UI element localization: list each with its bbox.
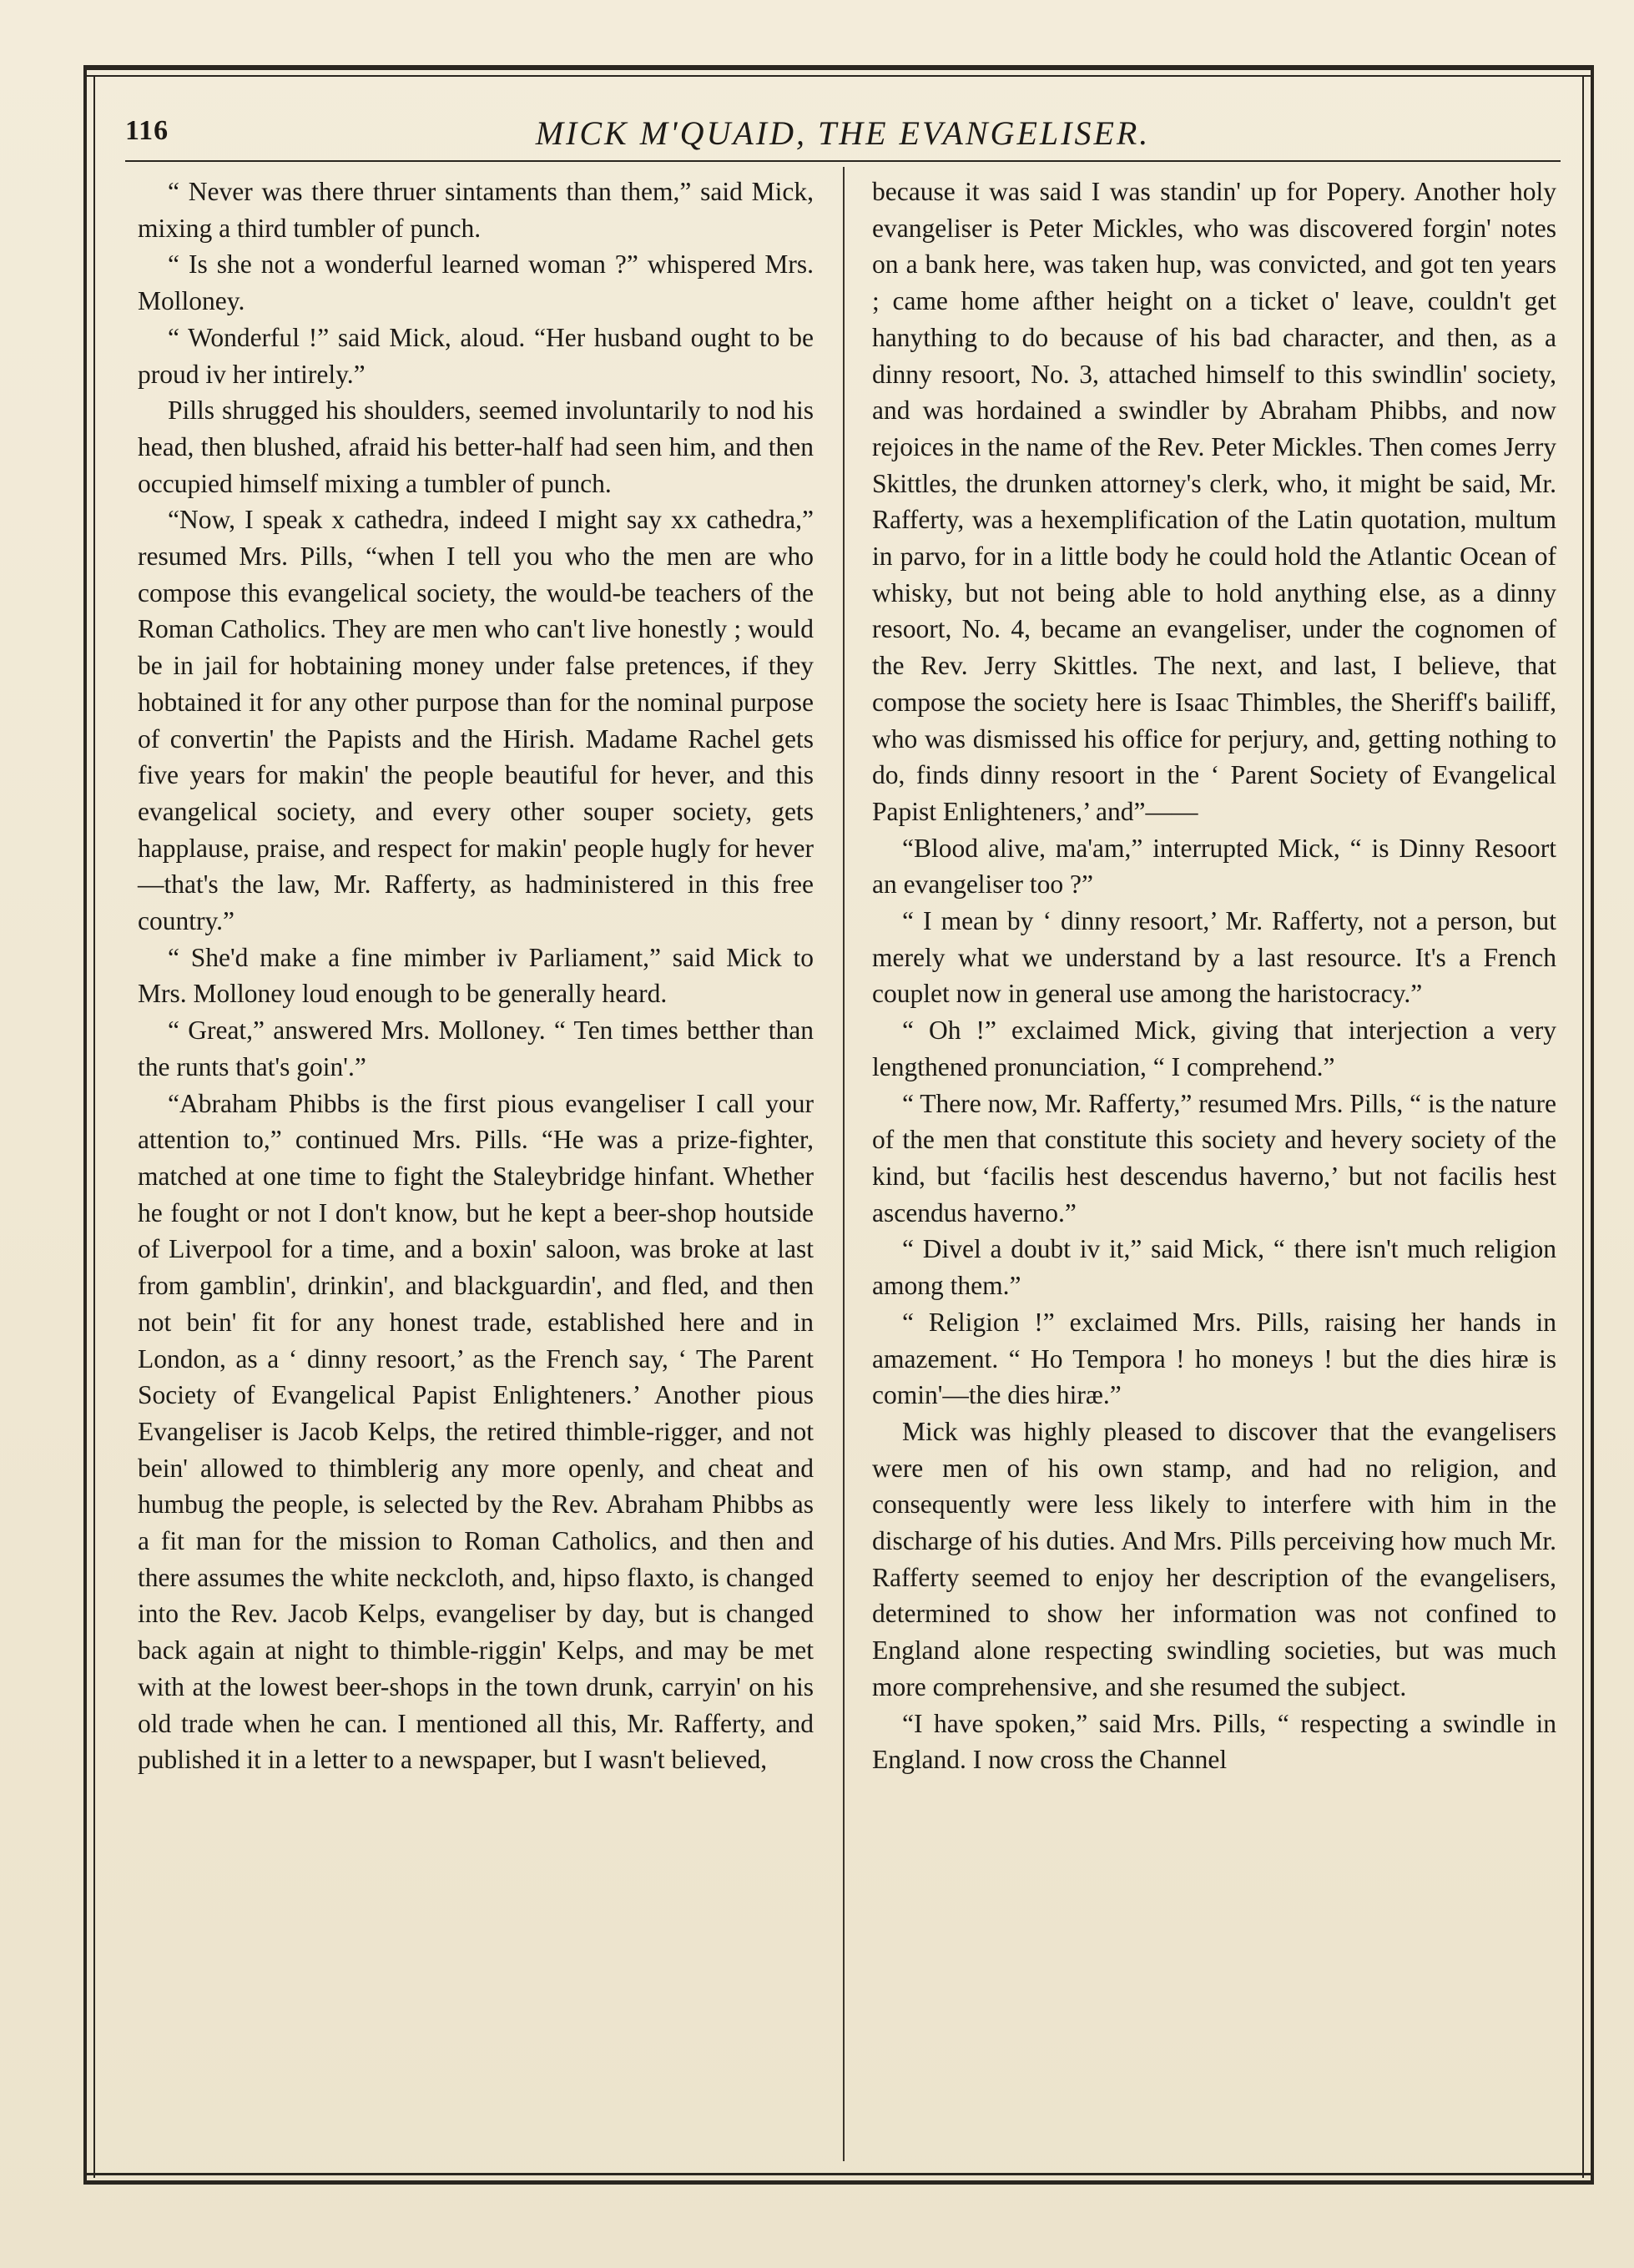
bottom-border-rule <box>83 2180 1594 2185</box>
header-rule <box>125 160 1561 162</box>
top-border-rule <box>83 65 1594 70</box>
bottom-border-rule-thin <box>83 2173 1594 2175</box>
paragraph: “ Is she not a wonderful learned woman ?” whispered Mrs. Molloney. <box>138 249 814 316</box>
page-number: 116 <box>125 115 169 146</box>
running-title: MICK M'QUAID, THE EVANGELISER. <box>535 114 1151 152</box>
left-column <box>138 174 814 1778</box>
paragraph: “ There now, Mr. Rafferty,” resumed Mrs. Pills, “ is the nature of the men that constitute this society and hevery society of the kind, but ‘facilis hest descendus haverno,’ but not facilis hest ascendus haverno.” <box>872 1088 1556 1227</box>
paragraph: “Now, I speak x cathedra, indeed I might say xx cathedra,” resumed Mrs. Pills, “when I tell you who the men are who compose this evangelical society, the would-be teachers of the Roman Catholics. They are men who can't live honestly ; would be in jail for hobtaining money under false pretences, if they hobtained it for any other purpose than for the nominal purpose of convertin' the Papists and the Hirish. Madame Rachel gets five years for makin' the people beautiful for hever, and this evangelical society, and every other souper society, gets happlause, praise, and respect for makin' people hugly for hever—that's the law, Mr. Rafferty, as hadministered in this free country.” <box>138 505 814 936</box>
top-border-rule-thin <box>83 75 1594 77</box>
paragraph: “ Wonderful !” said Mick, aloud. “Her husband ought to be proud iv her intirely.” <box>138 322 814 389</box>
paragraph: Pills shrugged his shoulders, seemed involuntarily to nod his head, then blushed, afraid his better-half had seen him, and then occupied himself mixing a tumbler of punch. <box>138 396 814 498</box>
paragraph: “ She'd make a fine mimber iv Parliament,” said Mick to Mrs. Molloney loud enough to be generally heard. <box>138 942 814 1009</box>
right-border-rule <box>1591 65 1594 2185</box>
paragraph: “Blood alive, ma'am,” interrupted Mick, “ is Dinny Resoort an evangeliser too ?” <box>872 833 1556 900</box>
column-divider <box>843 167 845 2161</box>
paragraph: “ Never was there thruer sintaments than them,” said Mick, mixing a third tumbler of punch. <box>138 177 814 243</box>
paragraph: “Abraham Phibbs is the first pious evangeliser I call your attention to,” continued Mrs. Pills. “He was a prize-fighter, matched at one time to fight the Staleybridge hinfant. Whether he fought or not I don't know, but he kept a beer-shop houtside of Liverpool for a time, and a boxin' saloon, was broke at last from gamblin', drinkin', and blackguardin', and fled, and then not bein' fit for any honest trade, established here and in London, as a ‘ dinny resoort,’ as the French say, ‘ The Parent Society of Evangelical Papist Enlighteners.’ Another pious Evangeliser is Jacob Kelps, the retired thimble-rigger, and not bein' allowed to thimblerig any more openly, and cheat and humbug the people, is selected by the Rev. Abraham Phibbs as a fit man for the mission to Roman Catholics, and then and there assumes the white neckcloth, and, hipso flaxto, is changed into the Rev. Jacob Kelps, evangeliser by day, but is changed back again at night to thimble-riggin' Kelps, and may be met with at the lowest beer-shops in the town drunk, carryin' on his old trade when he can. I mentioned all this, Mr. Rafferty, and published it in a letter to a newspaper, but I wasn't believed, <box>138 1088 814 1775</box>
paragraph-continued: because it was said I was standin' up for Popery. Another holy evangeliser is Peter Mickles, who was discovered forgin' notes on a bank here, was taken hup, was convicted, and got ten years ; came home afther height on a ticket o' leave, couldn't get hanything to do because of his bad character, and then, as a dinny resoort, No. 3, attached himself to this swindlin' society, and was hordained a swindler by Abraham Phibbs, and now rejoices in the name of the Rev. Peter Mickles. Then comes Jerry Skittles, the drunken attorney's clerk, who, it might be said, Mr. Rafferty, was a hexemplification of the Latin quotation, multum in parvo, for in a little body he could hold the Atlantic Ocean of whisky, but not being able to hold anything else, as a dinny resoort, No. 4, became an evangeliser, under the cognomen of the Rev. Jerry Skittles. The next, and last, I believe, that compose the society here is Isaac Thimbles, the Sheriff's bailiff, who was dismissed his office for perjury, and, getting nothing to do, finds dinny resoort in the ‘ Parent Society of Evangelical Papist Enlighteners,’ and”—— <box>872 177 1556 826</box>
paragraph: “ I mean by ‘ dinny resoort,’ Mr. Rafferty, not a person, but merely what we understand by a last resource. It's a French couplet now in general use among the haristocracy.” <box>872 906 1556 1009</box>
running-header <box>125 108 1561 159</box>
paragraph: “ Oh !” exclaimed Mick, giving that interjection a very lengthened pronunciation, “ I comprehend.” <box>872 1016 1556 1081</box>
paragraph: “I have spoken,” said Mrs. Pills, “ respecting a swindle in England. I now cross the Channel <box>872 1708 1556 1775</box>
right-column <box>872 174 1556 1778</box>
paragraph: “ Great,” answered Mrs. Molloney. “ Ten times betther than the runts that's goin'.” <box>138 1016 814 1081</box>
paragraph: “ Religion !” exclaimed Mrs. Pills, raising her hands in amazement. “ Ho Tempora ! ho moneys ! but the dies hiræ is comin'—the dies hiræ.” <box>872 1307 1556 1410</box>
left-border-rule <box>83 65 87 2185</box>
left-border-rule-thin <box>93 77 95 2178</box>
right-border-rule-thin <box>1582 77 1584 2178</box>
paragraph: Mick was highly pleased to discover that the evangelisers were men of his own stamp, and had no religion, and consequently were less likely to interfere with him in the discharge of his duties. And Mrs. Pills perceiving how much Mr. Rafferty seemed to enjoy her description of the evangelisers, determined to show her information was not confined to England alone respecting swindling societies, but was much more comprehensive, and she resumed the subject. <box>872 1416 1556 1701</box>
paragraph: “ Divel a doubt iv it,” said Mick, “ there isn't much religion among them.” <box>872 1234 1556 1301</box>
